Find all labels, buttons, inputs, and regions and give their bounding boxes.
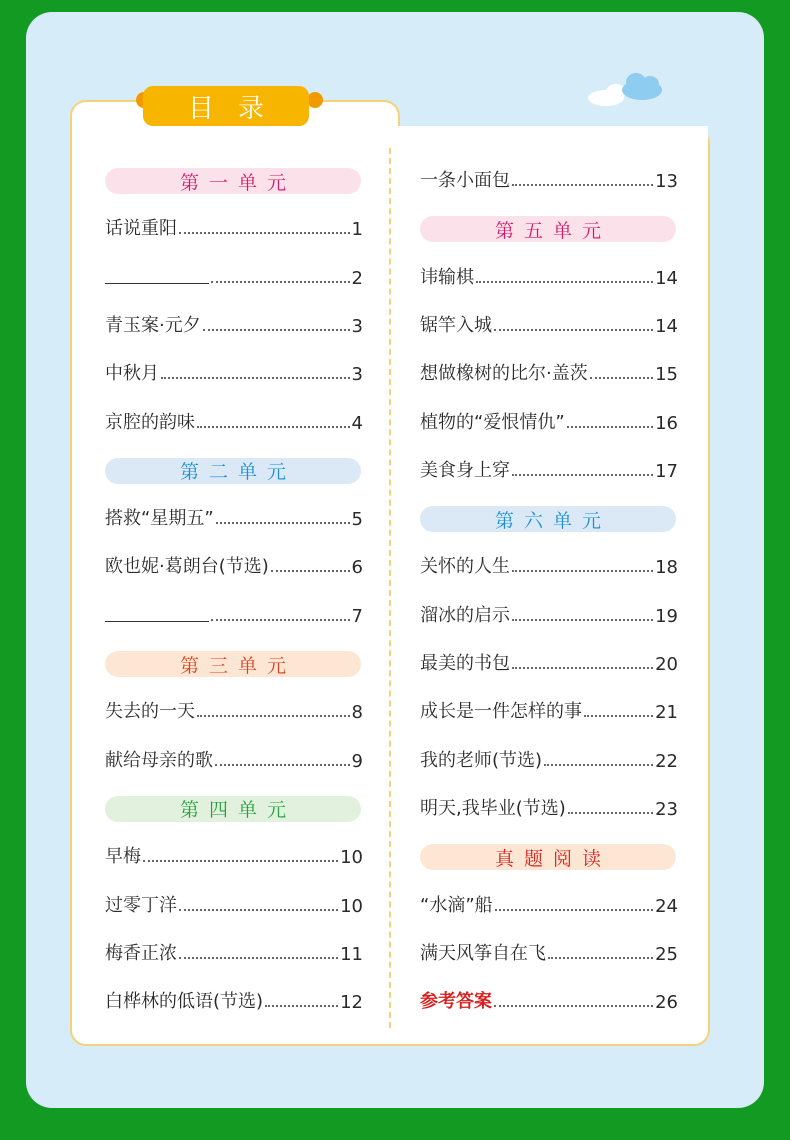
entry-title: 溜冰的启示 <box>420 604 510 626</box>
dot-leader <box>216 522 350 524</box>
toc-entry[interactable] <box>420 697 678 723</box>
cloud-icon <box>584 70 668 110</box>
entry-title: “水滴”船 <box>420 894 493 916</box>
dot-leader <box>584 715 653 717</box>
fill-in-blank <box>105 265 209 284</box>
page-number: 14 <box>655 315 678 337</box>
dot-leader <box>143 860 338 862</box>
unit-heading: 真题阅读 <box>420 844 676 870</box>
page-number: 10 <box>340 895 363 917</box>
page-number: 19 <box>655 605 678 627</box>
entry-title: 梅香正浓 <box>105 942 177 964</box>
dot-leader <box>495 909 653 911</box>
dot-leader <box>197 715 350 717</box>
toc-entry[interactable] <box>105 939 363 965</box>
entry-title: 我的老师(节选) <box>420 749 543 771</box>
column-divider <box>389 148 391 1028</box>
toc-entry[interactable] <box>420 794 678 820</box>
unit-heading: 第二单元 <box>105 458 361 484</box>
toc-entry[interactable] <box>420 359 678 385</box>
page-number: 9 <box>351 750 363 772</box>
toc-entry[interactable] <box>105 214 363 240</box>
toc-entry[interactable] <box>105 504 363 530</box>
page-number: 21 <box>655 702 678 724</box>
entry-title: 最美的书包 <box>420 653 510 674</box>
page-number: 4 <box>351 412 363 434</box>
entry-title: 白桦林的低语(节选) <box>105 991 264 1013</box>
page-number: 3 <box>351 364 363 386</box>
entry-title: 过零丁洋 <box>105 894 177 916</box>
page-number: 15 <box>655 364 678 386</box>
page-number: 7 <box>351 605 363 627</box>
dot-leader <box>544 764 653 766</box>
toc-entry[interactable] <box>420 166 678 192</box>
dot-leader <box>215 764 350 766</box>
toc-entry[interactable] <box>420 987 678 1013</box>
entry-title: 成长是一件怎样的事 <box>420 701 582 723</box>
entry-title: 满天风筝自在飞 <box>420 942 546 964</box>
dot-leader <box>211 619 350 621</box>
toc-entry[interactable] <box>420 263 678 289</box>
page-title: 目录 <box>143 86 309 126</box>
entry-title: 植物的“爱恨情仇” <box>420 411 565 433</box>
entry-title <box>105 603 209 627</box>
page-number: 23 <box>655 798 678 820</box>
toc-entry[interactable] <box>420 939 678 965</box>
toc-entry[interactable] <box>420 891 678 917</box>
page-number: 20 <box>655 654 678 675</box>
toc-entry[interactable] <box>105 842 363 868</box>
entry-title: 欧也妮·葛朗台(节选) <box>105 556 269 578</box>
dot-leader <box>211 281 350 283</box>
entry-title: 京腔的韵味 <box>105 411 195 433</box>
toc-entry[interactable] <box>105 552 363 578</box>
page-number: 1 <box>351 219 363 241</box>
entry-title: 话说重阳 <box>105 218 177 240</box>
page-number: 8 <box>351 702 363 724</box>
toc-entry[interactable] <box>105 746 363 772</box>
title-pin-icon <box>307 92 323 108</box>
entry-title: 美食身上穿 <box>420 459 510 481</box>
page-number: 3 <box>351 315 363 337</box>
dot-leader <box>179 957 338 959</box>
page-number: 11 <box>340 943 363 965</box>
dot-leader <box>161 377 350 379</box>
toc-entry[interactable] <box>105 697 363 723</box>
dot-leader <box>271 570 350 572</box>
page-number: 12 <box>340 992 363 1014</box>
entry-title: 中秋月 <box>105 363 159 385</box>
page-number: 10 <box>340 847 363 869</box>
page-number: 17 <box>655 460 678 482</box>
toc-entry[interactable] <box>105 408 363 434</box>
entry-title: 早梅 <box>105 846 141 868</box>
dot-leader <box>203 329 350 331</box>
toc-entry[interactable] <box>420 649 678 675</box>
toc-entry[interactable] <box>420 456 678 482</box>
toc-entry[interactable] <box>420 601 678 627</box>
entry-title: 一条小面包 <box>420 170 510 191</box>
entry-title: 明天,我毕业(节选) <box>420 797 566 819</box>
entry-title: 青玉案·元夕 <box>105 314 201 336</box>
toc-entry[interactable] <box>105 601 363 627</box>
dot-leader <box>512 570 653 572</box>
entry-title: 参考答案 <box>420 991 492 1013</box>
dot-leader <box>512 184 653 186</box>
dot-leader <box>494 329 653 331</box>
toc-entry[interactable] <box>105 987 363 1013</box>
toc-entry[interactable] <box>420 408 678 434</box>
entry-title: 关怀的人生 <box>420 556 510 578</box>
page-number: 2 <box>351 267 363 289</box>
dot-leader <box>179 232 350 234</box>
unit-heading: 第三单元 <box>105 651 361 677</box>
toc-entry[interactable] <box>105 891 363 917</box>
page-number: 16 <box>655 412 678 434</box>
entry-title: 搭救“星期五” <box>105 508 214 530</box>
dot-leader <box>512 474 653 476</box>
page-number: 26 <box>655 992 678 1014</box>
entry-title: 想做橡树的比尔·盖茨 <box>420 363 588 385</box>
unit-heading: 第四单元 <box>105 796 361 822</box>
dot-leader <box>567 426 653 428</box>
toc-entry[interactable] <box>105 311 363 337</box>
entry-title: 讳输棋 <box>420 266 474 288</box>
dot-leader <box>494 1005 653 1007</box>
page-number: 14 <box>655 267 678 289</box>
fill-in-blank <box>105 603 209 622</box>
page-number: 22 <box>655 750 678 772</box>
dot-leader <box>179 909 338 911</box>
toc-entry[interactable] <box>420 552 678 578</box>
page-number: 13 <box>655 171 678 192</box>
dot-leader <box>265 1005 338 1007</box>
toc-entry[interactable] <box>420 746 678 772</box>
entry-title: 锯竿入城 <box>420 314 492 336</box>
toc-entry[interactable] <box>105 263 363 289</box>
page-number: 5 <box>351 509 363 531</box>
dot-leader <box>512 619 653 621</box>
dot-leader <box>568 812 653 814</box>
unit-heading: 第五单元 <box>420 216 676 242</box>
unit-heading: 第六单元 <box>420 506 676 532</box>
entry-title <box>105 265 209 289</box>
dot-leader <box>590 377 653 379</box>
dot-leader <box>476 281 653 283</box>
page-number: 24 <box>655 895 678 917</box>
page-number: 18 <box>655 557 678 579</box>
dot-leader <box>548 957 653 959</box>
page-number: 25 <box>655 943 678 965</box>
toc-entry[interactable] <box>420 311 678 337</box>
entry-title: 献给母亲的歌 <box>105 749 213 771</box>
dot-leader <box>512 667 653 669</box>
unit-heading: 第一单元 <box>105 168 361 194</box>
toc-entry[interactable] <box>105 359 363 385</box>
entry-title: 失去的一天 <box>105 701 195 723</box>
dot-leader <box>197 426 350 428</box>
page-number: 6 <box>351 557 363 579</box>
